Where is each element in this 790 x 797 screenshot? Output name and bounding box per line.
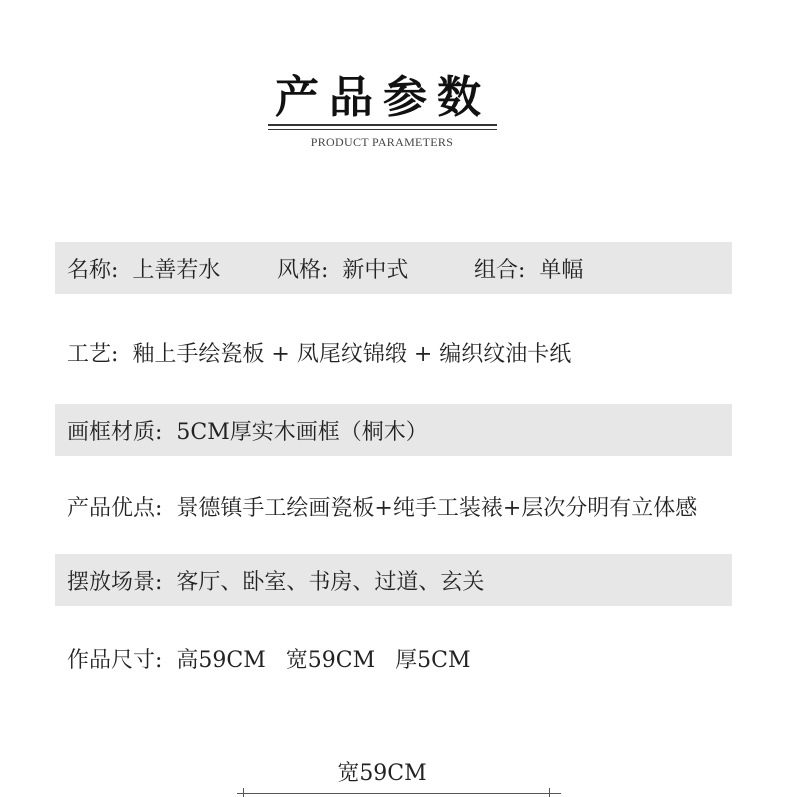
param-frame-value: 5CM厚实木画框（桐木） xyxy=(176,419,428,445)
dimension-tick-right xyxy=(549,788,550,797)
dimension-line xyxy=(237,793,561,794)
param-row-advantage xyxy=(55,480,732,532)
param-name-label: 名称: xyxy=(67,257,119,283)
param-frame-label: 画框材质: xyxy=(67,419,163,445)
param-name-value: 上善若水 xyxy=(132,257,221,283)
param-style-value: 新中式 xyxy=(342,257,409,283)
param-size-height: 高59CM xyxy=(176,647,266,673)
section-title: 产品参数 xyxy=(275,72,491,123)
param-name xyxy=(67,242,220,294)
param-row-size xyxy=(55,632,732,684)
param-advantage-label: 产品优点: xyxy=(67,495,163,521)
title-rule-top xyxy=(268,124,497,126)
param-combo xyxy=(474,242,583,294)
title-rule-bottom xyxy=(268,129,497,130)
param-row-scene xyxy=(55,554,732,606)
section-subtitle: PRODUCT PARAMETERS xyxy=(310,135,454,149)
param-row-name-style-combo xyxy=(55,242,732,294)
param-row-frame xyxy=(55,404,732,456)
param-craft-label: 工艺: xyxy=(67,341,119,367)
param-style xyxy=(277,242,408,294)
param-scene-value: 客厅、卧室、书房、过道、玄关 xyxy=(176,569,485,595)
param-size-width: 宽59CM xyxy=(285,647,376,673)
param-craft-value: 釉上手绘瓷板 + 凤尾纹锦缎 + 编织纹油卡纸 xyxy=(132,341,572,367)
param-advantage-value: 景德镇手工绘画瓷板+纯手工装裱+层次分明有立体感 xyxy=(176,495,698,521)
param-row-craft xyxy=(55,326,732,378)
param-combo-value: 单幅 xyxy=(539,257,584,283)
dimension-width-label: 宽59CM xyxy=(337,761,427,786)
param-style-label: 风格: xyxy=(277,257,329,283)
dimension-tick-left xyxy=(243,788,244,797)
param-size-depth: 厚5CM xyxy=(395,647,471,673)
param-size-label: 作品尺寸: xyxy=(67,647,163,673)
param-combo-label: 组合: xyxy=(474,257,526,283)
param-scene-label: 摆放场景: xyxy=(67,569,163,595)
